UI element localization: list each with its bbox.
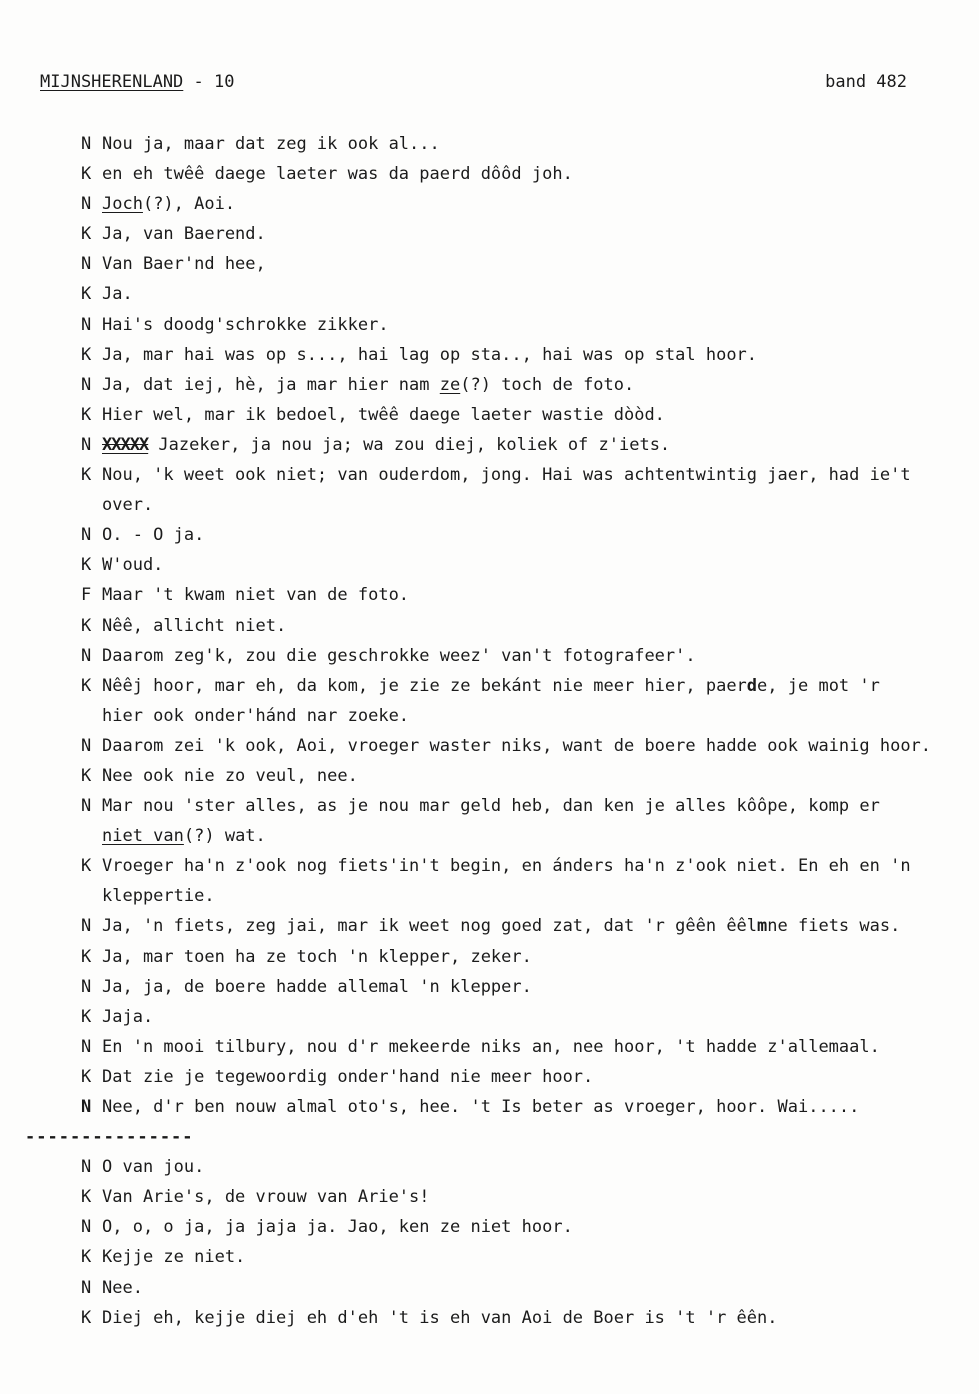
utterance-text: Dat zie je tegewoordig onder'hand nie meer hoor. — [102, 1066, 594, 1087]
transcript-line — [81, 731, 967, 761]
utterance-text: Nou, 'k weet ook niet; van ouderdom, jong. Hai was achtentwintig jaer, had ie't — [102, 465, 911, 486]
utterance-text: kleppertie. — [102, 886, 215, 907]
transcript-line — [81, 340, 967, 370]
transcript-line — [81, 761, 967, 791]
transcript-line — [81, 550, 967, 580]
speaker-label — [81, 701, 102, 731]
utterance-text: en eh twêê daege laeter was da paerd dôôd joh. — [102, 164, 573, 185]
transcript-line — [81, 1242, 967, 1272]
speaker-label: K — [81, 1006, 92, 1027]
transcript-line — [81, 430, 967, 460]
transcript — [25, 129, 967, 1333]
speaker-label: K — [81, 555, 92, 576]
speaker-label: K — [81, 1307, 92, 1328]
utterance-text: O van jou. — [102, 1157, 205, 1178]
transcript-line — [81, 249, 967, 279]
page-header — [40, 72, 907, 92]
speaker-label: F — [81, 585, 92, 606]
utterance-text: over. — [102, 495, 154, 516]
transcript-line — [81, 671, 967, 701]
utterance-text: Ja, 'n fiets, zeg jai, mar ik weet nog goed zat, dat 'r gêên êêlmne fiets was. — [102, 916, 901, 937]
speaker-label: N — [81, 645, 92, 666]
utterance-text: En 'n mooi tilbury, nou d'r mekeerde niks an, nee hoor, 't hadde z'allemaal. — [102, 1036, 880, 1057]
transcript-line — [81, 370, 967, 400]
transcript-line — [81, 580, 967, 610]
utterance-text: Jaja. — [102, 1006, 154, 1027]
transcript-line — [81, 490, 967, 520]
utterance-text: Nêêj hoor, mar eh, da kom, je zie ze bekánt nie meer hier, paerde, je mot 'r — [102, 675, 880, 696]
utterance-text: Kejje ze niet. — [102, 1247, 246, 1268]
speaker-label: N — [81, 1097, 92, 1117]
speaker-label: N — [81, 1157, 92, 1178]
speaker-label: N — [81, 525, 92, 546]
transcript-line — [81, 1032, 967, 1062]
speaker-label: K — [81, 856, 92, 877]
utterance-text: Hier wel, mar ik bedoel, twêê daege laeter wastie dòòd. — [102, 404, 665, 425]
speaker-label: N — [81, 1277, 92, 1298]
utterance-text: Daarom zeg'k, zou die geschrokke weez' van't fotografeer'. — [102, 645, 696, 666]
speaker-label: K — [81, 1066, 92, 1087]
transcript-line — [81, 972, 967, 1002]
speaker-label: N — [81, 796, 92, 817]
speaker-label: K — [81, 164, 92, 185]
transcript-line — [81, 460, 967, 490]
speaker-label: K — [81, 675, 92, 696]
speaker-label: K — [81, 1187, 92, 1208]
speaker-label — [81, 821, 102, 851]
utterance-text: Ja, ja, de boere hadde allemal 'n klepper. — [102, 976, 532, 997]
speaker-label: K — [81, 765, 92, 786]
transcript-line — [81, 1303, 967, 1333]
speaker-label: K — [81, 615, 92, 636]
transcript-line — [81, 791, 967, 821]
utterance-text: Nou ja, maar dat zeg ik ook al... — [102, 134, 440, 154]
utterance-text: Van Baer'nd hee, — [102, 254, 266, 275]
utterance-text: Ja, van Baerend. — [102, 224, 266, 245]
utterance-text: Nee, d'r ben nouw almal oto's, hee. 't Is beter as vroeger, hoor. Wai..... — [102, 1097, 860, 1117]
page-title — [40, 72, 234, 92]
speaker-label: N — [81, 254, 92, 275]
speaker-label: K — [81, 946, 92, 967]
utterance-text: hier ook onder'hánd nar zoeke. — [102, 705, 410, 726]
speaker-label: K — [81, 1247, 92, 1268]
speaker-label: N — [81, 134, 92, 154]
utterance-text: XXXXX Jazeker, ja nou ja; wa zou diej, koliek of z'iets. — [102, 434, 671, 455]
utterance-text: Mar nou 'ster alles, as je nou mar geld heb, dan ken je alles kôôpe, komp er — [102, 796, 880, 817]
utterance-text: Van Arie's, de vrouw van Arie's! — [102, 1187, 430, 1208]
speaker-label: N — [81, 1036, 92, 1057]
utterance-text: Ja, mar toen ha ze toch 'n klepper, zeker. — [102, 946, 532, 967]
transcript-line — [81, 701, 967, 731]
speaker-label: N — [81, 194, 92, 215]
utterance-text: W'oud. — [102, 555, 164, 576]
transcript-line — [81, 1212, 967, 1242]
transcript-line — [81, 310, 967, 340]
transcript-line — [81, 279, 967, 309]
speaker-label: N — [81, 374, 92, 395]
utterance-text: Daarom zei 'k ook, Aoi, vroeger waster niks, want de boere hadde ook wainig hoor. — [102, 735, 932, 756]
transcript-line — [81, 189, 967, 219]
transcript-line — [81, 851, 967, 881]
transcript-line — [81, 1002, 967, 1032]
utterance-text: Nee. — [102, 1277, 143, 1298]
utterance-text: niet van(?) wat. — [102, 826, 266, 847]
transcript-line — [81, 942, 967, 972]
utterance-text: Nêê, allicht niet. — [102, 615, 287, 636]
speaker-label: N — [81, 976, 92, 997]
transcript-line — [81, 400, 967, 430]
transcript-line — [81, 159, 967, 189]
speaker-label: N — [81, 314, 92, 335]
transcript-line — [81, 611, 967, 641]
transcript-line — [81, 1092, 967, 1122]
speaker-label — [81, 881, 102, 911]
band-number: band 482 — [825, 72, 907, 92]
utterance-text: O, o, o ja, ja jaja ja. Jao, ken ze niet hoor. — [102, 1217, 573, 1238]
page-title-number: - 10 — [183, 72, 235, 92]
utterance-text: Joch(?), Aoi. — [102, 194, 236, 215]
utterance-text: O. - O ja. — [102, 525, 205, 546]
speaker-label: K — [81, 344, 92, 365]
utterance-text: Nee ook nie zo veul, nee. — [102, 765, 358, 786]
speaker-label: N — [81, 1217, 92, 1238]
speaker-label: N — [81, 735, 92, 756]
utterance-text: Hai's doodg'schrokke zikker. — [102, 314, 389, 335]
transcript-line — [81, 129, 967, 159]
transcript-line — [81, 1273, 967, 1303]
transcript-line — [81, 641, 967, 671]
transcript-line — [81, 1152, 967, 1182]
section-separator: --------------- — [25, 1127, 194, 1148]
utterance-text: Diej eh, kejje diej eh d'eh 't is eh van Aoi de Boer is 't 'r êên. — [102, 1307, 778, 1328]
speaker-label: N — [81, 916, 92, 937]
utterance-text: Ja, mar hai was op s..., hai lag op sta.., hai was op stal hoor. — [102, 344, 758, 365]
transcript-line — [81, 1062, 967, 1092]
transcript-line — [81, 821, 967, 851]
transcript-line — [81, 881, 967, 911]
transcript-line — [81, 219, 967, 249]
transcript-line — [81, 911, 967, 941]
transcript-line — [81, 1182, 967, 1212]
utterance-text: Ja, dat iej, hè, ja mar hier nam ze(?) toch de foto. — [102, 374, 635, 395]
speaker-label: N — [81, 434, 92, 455]
speaker-label — [81, 490, 102, 520]
speaker-label: K — [81, 404, 92, 425]
speaker-label: K — [81, 465, 92, 486]
page-title-place: MIJNSHERENLAND — [40, 72, 184, 92]
utterance-text: Vroeger ha'n z'ook nog fiets'in't begin, en ánders ha'n z'ook niet. En eh en 'n — [102, 856, 911, 877]
speaker-label: K — [81, 284, 92, 305]
transcript-line — [81, 520, 967, 550]
speaker-label: K — [81, 224, 92, 245]
utterance-text: Maar 't kwam niet van de foto. — [102, 585, 410, 606]
utterance-text: Ja. — [102, 284, 133, 305]
